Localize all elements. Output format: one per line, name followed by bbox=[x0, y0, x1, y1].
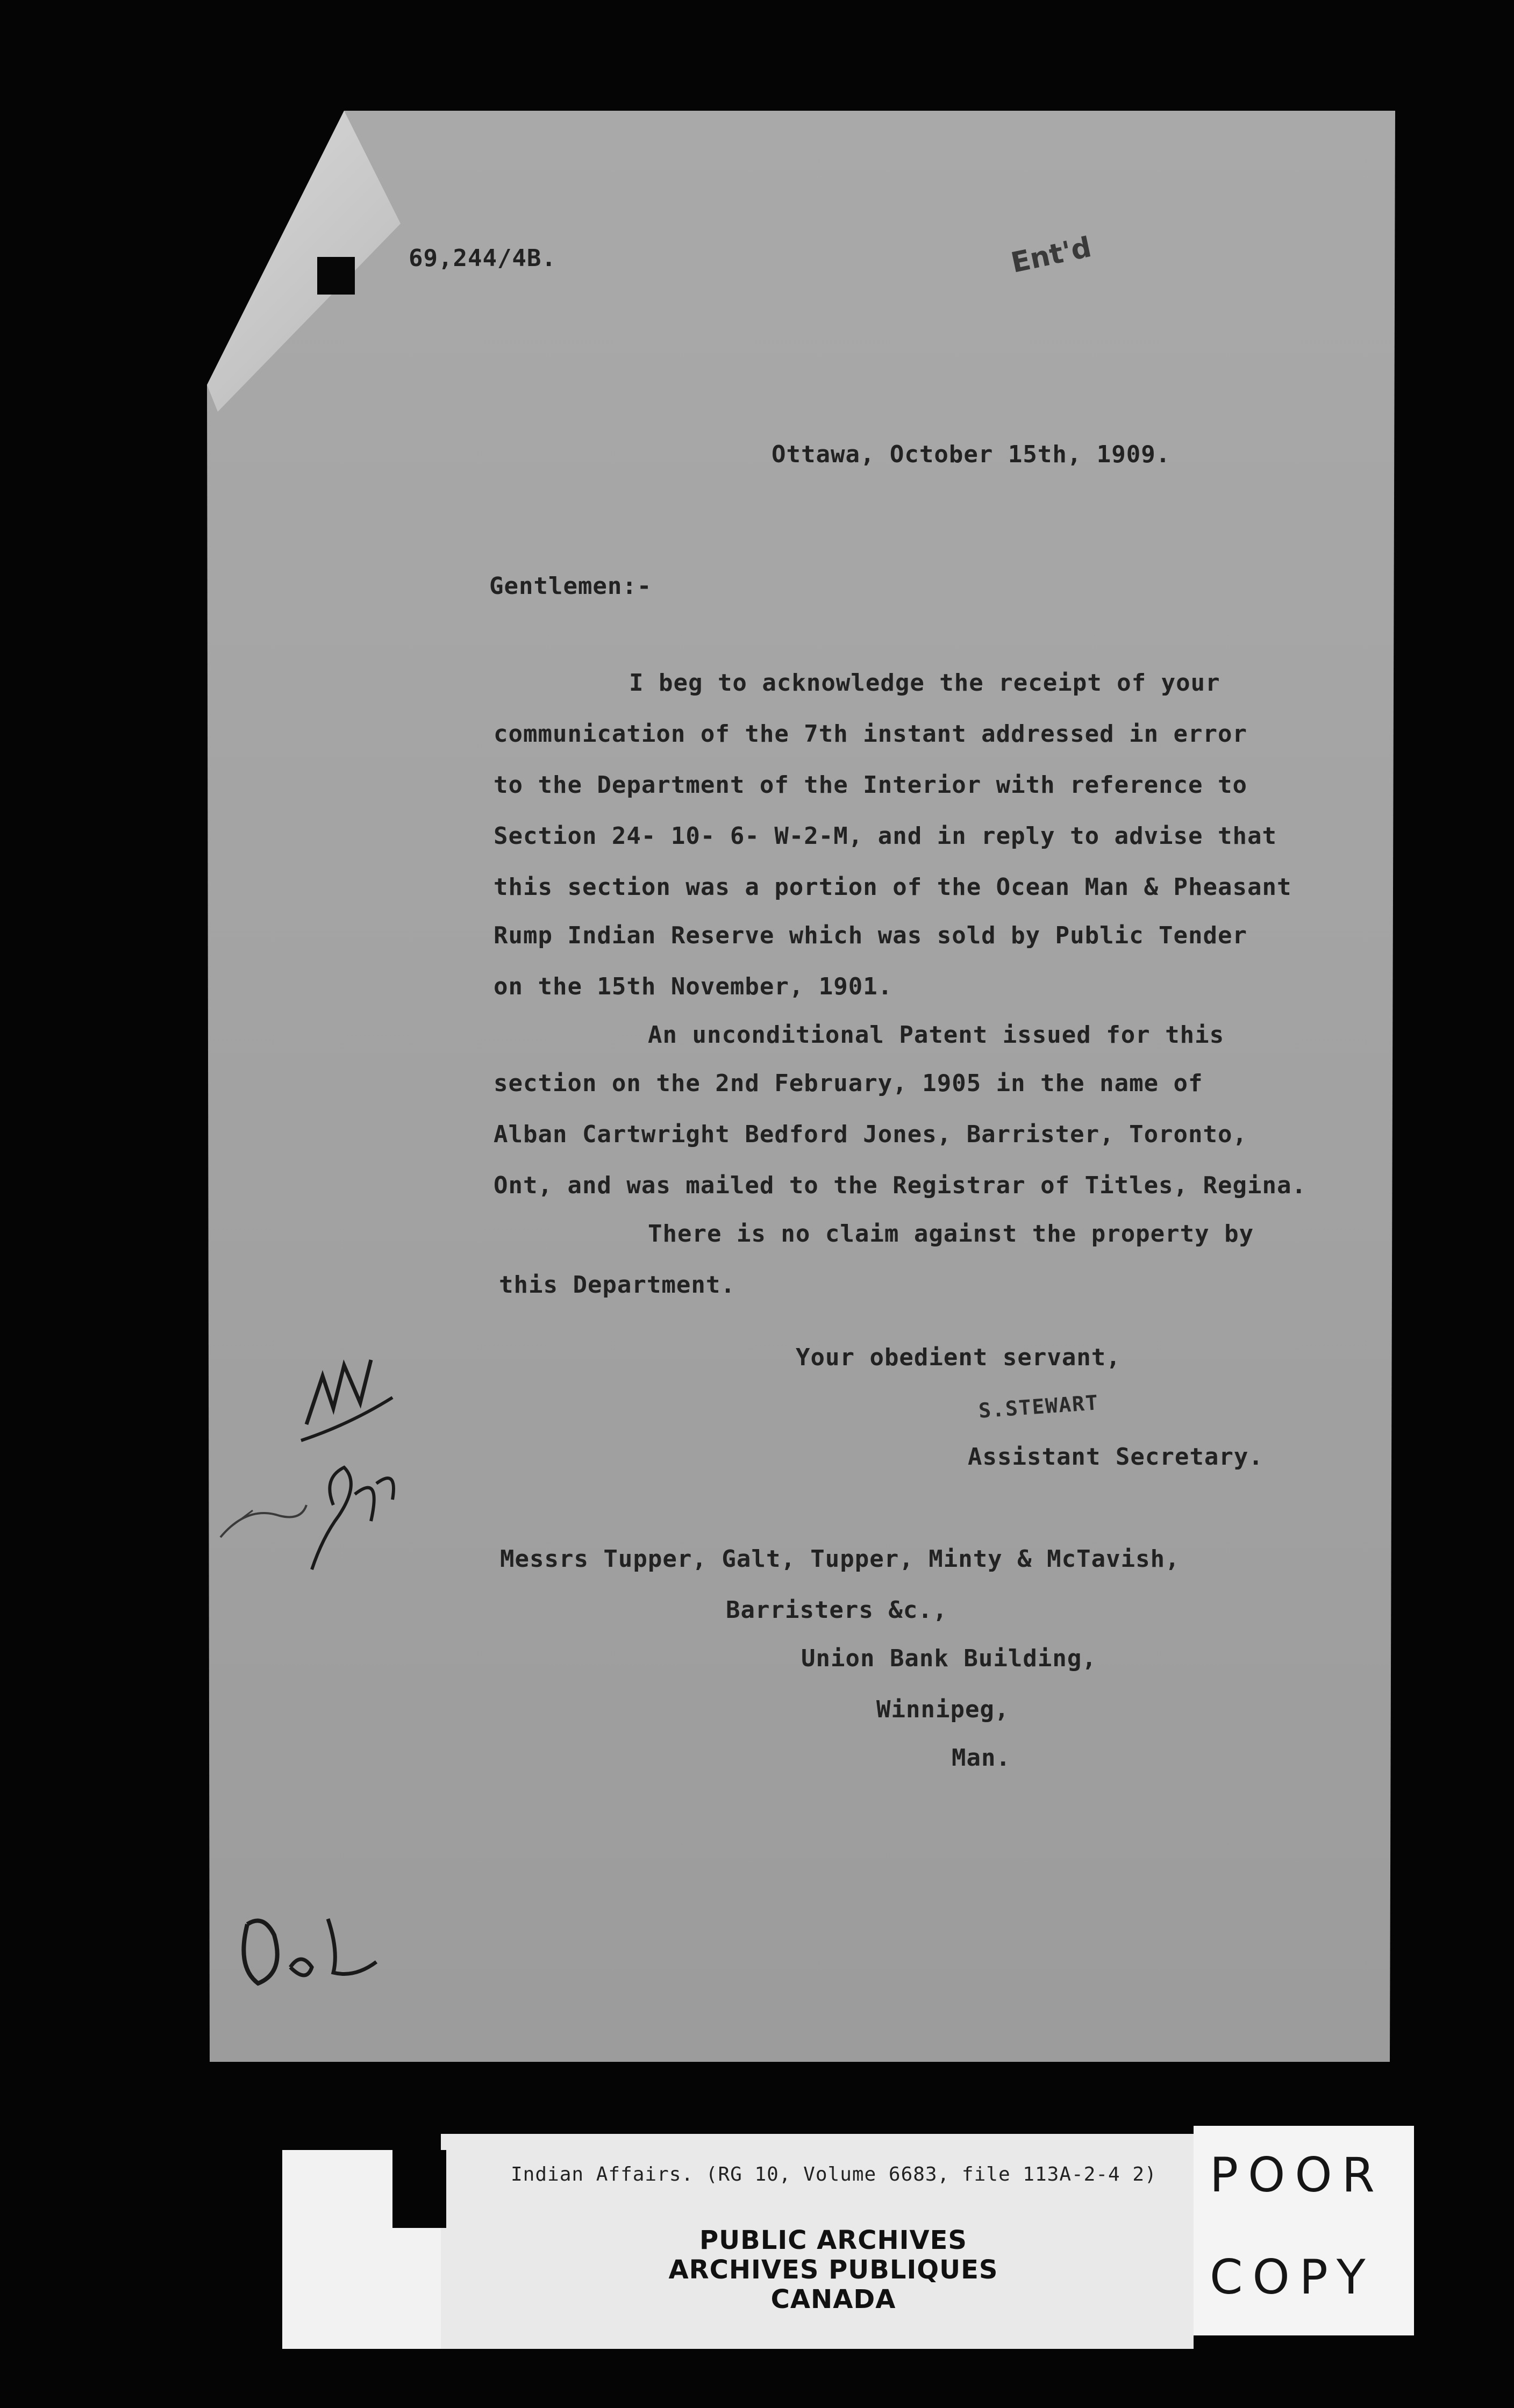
body-line: Ont, and was mailed to the Registrar of Titles, Regina. bbox=[494, 1172, 1306, 1199]
body-line: I beg to acknowledge the receipt of your bbox=[629, 669, 1220, 697]
signature-stamp: S.STEWART bbox=[977, 1391, 1100, 1423]
archive-line-2: ARCHIVES PUBLIQUES bbox=[668, 2255, 998, 2285]
archive-line-1: PUBLIC ARCHIVES bbox=[699, 2225, 967, 2255]
body-line: Alban Cartwright Bedford Jones, Barrister, Toronto, bbox=[494, 1121, 1248, 1148]
body-line: Section 24- 10- 6- W-2-M, and in reply to advise that bbox=[494, 822, 1277, 850]
address-line: Messrs Tupper, Galt, Tupper, Minty & McTavish, bbox=[500, 1545, 1180, 1573]
body-line: to the Department of the Interior with reference to bbox=[494, 771, 1248, 799]
body-line: on the 15th November, 1901. bbox=[494, 973, 893, 1000]
file-number: 69,244/4B. bbox=[409, 245, 556, 272]
address-line: Man. bbox=[952, 1744, 1011, 1772]
archive-reference: Indian Affairs. (RG 10, Volume 6683, file 113A-2-4 2) bbox=[511, 2163, 1157, 2185]
address-line: Winnipeg, bbox=[876, 1696, 1010, 1723]
signer-title: Assistant Secretary. bbox=[968, 1443, 1263, 1471]
address-line: Barristers &c., bbox=[726, 1596, 948, 1624]
place-date: Ottawa, October 15th, 1909. bbox=[772, 441, 1171, 468]
handwritten-initials-bottom bbox=[226, 1903, 387, 2010]
binder-hole bbox=[317, 257, 355, 295]
body-line: An unconditional Patent issued for this bbox=[648, 1021, 1225, 1049]
archive-line-3: CANADA bbox=[770, 2284, 896, 2314]
margin-scribble bbox=[215, 1473, 312, 1559]
label-notch bbox=[392, 2150, 446, 2228]
address-line: Union Bank Building, bbox=[801, 1645, 1097, 1672]
entered-stamp: Ent'd bbox=[1008, 231, 1095, 280]
body-line: There is no claim against the property by bbox=[648, 1220, 1254, 1248]
poor-copy-line-2: COPY bbox=[1210, 2249, 1375, 2305]
body-line: communication of the 7th instant addressed in error bbox=[494, 720, 1248, 748]
poor-copy-line-1: POOR bbox=[1210, 2147, 1384, 2203]
body-line: this Department. bbox=[499, 1271, 735, 1299]
closing: Your obedient servant, bbox=[796, 1344, 1121, 1371]
body-line: this section was a portion of the Ocean Man & Pheasant bbox=[494, 873, 1292, 901]
body-line: Rump Indian Reserve which was sold by Public Tender bbox=[494, 922, 1248, 949]
salutation: Gentlemen:- bbox=[489, 572, 652, 600]
body-line: section on the 2nd February, 1905 in the name of bbox=[494, 1070, 1203, 1097]
